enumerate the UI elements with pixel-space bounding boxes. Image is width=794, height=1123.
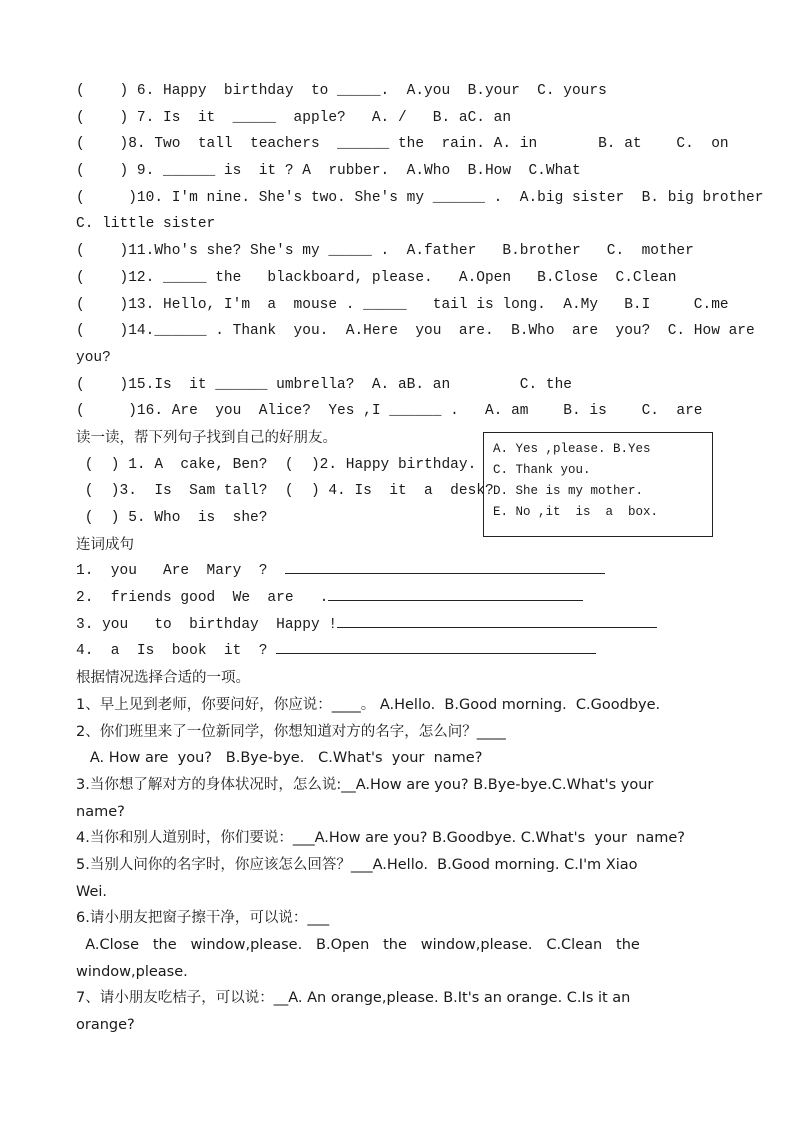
match-question-line: ( ) 5. Who is she? <box>76 510 268 526</box>
situation-question-line: Wei. <box>76 883 108 900</box>
answer-option: A. Yes ,please. B.Yes <box>493 442 651 456</box>
question-line: you? <box>76 349 111 366</box>
match-question-line: ( ) 1. A cake, Ben? ( )2. Happy birthday. <box>76 456 477 473</box>
question-line: ( )10. I'm nine. She's two. She's my ______ . A.big sister B. big brother <box>76 189 764 206</box>
situation-question-line: orange? <box>76 1017 135 1034</box>
question-line: ( )8. Two tall teachers ______ the rain. A. in B. at C. on <box>76 136 729 153</box>
question-line: ( )13. Hello, I'm a mouse . _____ tail is long. A.My B.I C.me <box>76 296 729 313</box>
situation-question-line: 4.当你和别人道别时，你们要说：___A.How are you? B.Goodbye. C.What's your name? <box>76 830 685 847</box>
answer-option: D. She is my mother. <box>493 484 644 498</box>
question-line: ( )14.______ . Thank you. A.Here you are. B.Who are you? C. How are <box>76 323 755 340</box>
order-question-line: 1. you Are Mary ? <box>76 558 722 585</box>
answer-blank[interactable] <box>337 612 657 628</box>
situation-question-line: 1、早上见到老师，你要问好，你应说：____。 A.Hello. B.Good morning. C.Goodbye. <box>76 696 661 713</box>
situation-question-line: 7、请小朋友吃桔子，可以说：__A. An orange,please. B.It's an orange. C.Is it an <box>76 990 631 1007</box>
answer-option: C. Thank you. <box>493 463 591 477</box>
order-question-line: 4. a Is book it ? <box>76 638 722 665</box>
situation-question-line: 5.当别人问你的名字时，你应该怎么回答？___A.Hello. B.Good morning. C.I'm Xiao <box>76 856 638 873</box>
situation-question-line: A. How are you? B.Bye-bye. C.What's your name? <box>76 750 483 767</box>
situation-question-line: 6.请小朋友把窗子擦干净，可以说：___ <box>76 910 330 927</box>
situation-question-line: window,please. <box>76 963 188 980</box>
question-line: ( ) 6. Happy birthday to _____. A.you B.your C. yours <box>76 83 607 99</box>
match-question-line: ( )3. Is Sam tall? ( ) 4. Is it a desk? <box>76 483 494 500</box>
question-line: ( ) 7. Is it _____ apple? A. / B. aC. an <box>76 109 512 126</box>
question-line: ( )11.Who's she? She's my _____ . A.father B.brother C. mother <box>76 243 694 260</box>
question-line: ( )16. Are you Alice? Yes ,I ______ . A. am B. is C. are <box>76 403 703 420</box>
answer-option: E. No ,it is a box. <box>493 505 659 519</box>
question-line: ( )15.Is it ______ umbrella? A. aB. an C. the <box>76 376 572 393</box>
situation-question-line: 2、你们班里来了一位新同学，你想知道对方的名字，怎么问？____ <box>76 723 506 740</box>
answer-blank[interactable] <box>276 638 596 654</box>
question-line: C. little sister <box>76 216 216 233</box>
order-section-title: 连词成句 <box>76 536 134 553</box>
question-line: ( )12. _____ the blackboard, please. A.Open B.Close C.Clean <box>76 269 677 286</box>
worksheet-page <box>76 78 764 1039</box>
order-question-line: 3. you to birthday Happy ! <box>76 612 722 639</box>
answer-options-box <box>483 432 713 537</box>
answer-blank[interactable] <box>328 585 583 601</box>
situation-section-title: 根据情况选择合适的一项。 <box>76 670 250 687</box>
situation-question-line: A.Close the window,please. B.Open the window,please. C.Clean the <box>76 937 640 953</box>
question-line: ( ) 9. ______ is it ? A rubber. A.Who B.How C.What <box>76 163 581 180</box>
sentence-order-questions <box>76 558 722 665</box>
situation-question-line: 3.当你想了解对方的身体状况时，怎么说:__A.How are you? B.Bye-bye.C.What's your <box>76 776 654 793</box>
answer-blank[interactable] <box>285 558 605 574</box>
match-section-title: 读一读，帮下列句子找到自己的好朋友。 <box>76 429 337 446</box>
choice-questions <box>76 78 764 425</box>
situation-questions <box>76 692 722 1039</box>
situation-question-line: name? <box>76 803 125 820</box>
order-question-line: 2. friends good We are . <box>76 585 722 612</box>
